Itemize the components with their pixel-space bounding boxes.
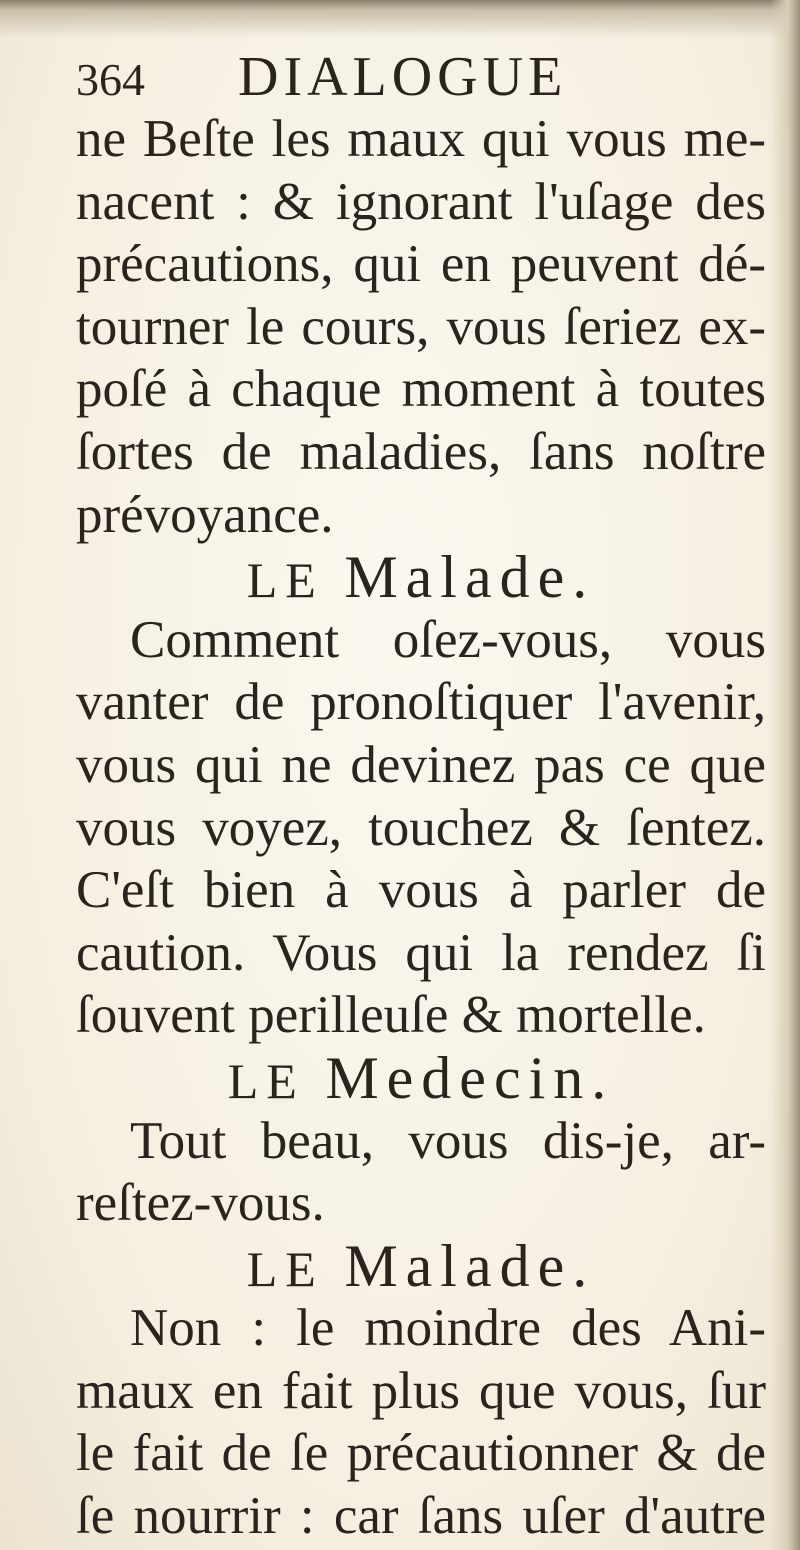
speaker-heading bbox=[76, 1044, 766, 1111]
speaker-name: Malade. bbox=[344, 544, 596, 611]
text-line: Non : le moindre des Ani- bbox=[130, 1299, 766, 1358]
text-line: vous voyez, touchez & ſentez. bbox=[76, 798, 766, 857]
text-line: Tout beau, vous dis-je, ar- bbox=[130, 1111, 766, 1170]
speaker-prefix: LE bbox=[227, 1052, 305, 1109]
text-line: maux en fait plus que vous, ſur bbox=[76, 1361, 766, 1420]
text-line: C'eſt bien à vous à parler de bbox=[76, 861, 766, 920]
text-line: ne Beſte les maux qui vous me- bbox=[76, 110, 766, 168]
text-line: le fait de ſe précautionner & de bbox=[76, 1424, 766, 1483]
page-gutter-shadow bbox=[770, 0, 800, 1550]
text-line: reſtez-vous. bbox=[76, 1174, 325, 1233]
text-line: précautions, qui en peuvent dé- bbox=[76, 235, 766, 294]
running-head: DIALOGUE bbox=[238, 46, 568, 108]
speaker-prefix: LE bbox=[246, 1240, 324, 1297]
text-line: vous qui ne devinez pas ce que bbox=[76, 735, 766, 794]
text-line: Comment oſez-vous, vous bbox=[130, 610, 766, 669]
text-line: caution. Vous qui la rendez ſi bbox=[76, 923, 766, 982]
speaker-name: Malade. bbox=[344, 1232, 596, 1299]
text-line: ſortes de maladies, ſans noſtre bbox=[76, 422, 766, 481]
text-line: poſé à chaque moment à toutes bbox=[76, 360, 766, 419]
text-line: ſouvent perilleuſe & mortelle. bbox=[76, 986, 706, 1045]
text-line: prévoyance. bbox=[76, 485, 334, 544]
speaker-prefix: LE bbox=[246, 552, 324, 609]
page-number: 364 bbox=[76, 54, 145, 105]
text-block bbox=[76, 46, 766, 1550]
page-top-shadow bbox=[0, 0, 800, 38]
speaker-heading bbox=[76, 546, 766, 609]
text-line: nacent : & ignorant l'uſage des bbox=[76, 172, 766, 231]
speaker-heading bbox=[76, 1232, 766, 1299]
text-line: vanter de pronoſtiquer l'avenir, bbox=[76, 673, 766, 732]
text-line: ſe nourrir : car ſans uſer d'autre bbox=[76, 1487, 766, 1546]
text-line: tourner le cours, vous ſeriez ex- bbox=[76, 297, 766, 356]
speaker-name: Medecin. bbox=[325, 1044, 615, 1111]
page-header bbox=[76, 46, 766, 108]
